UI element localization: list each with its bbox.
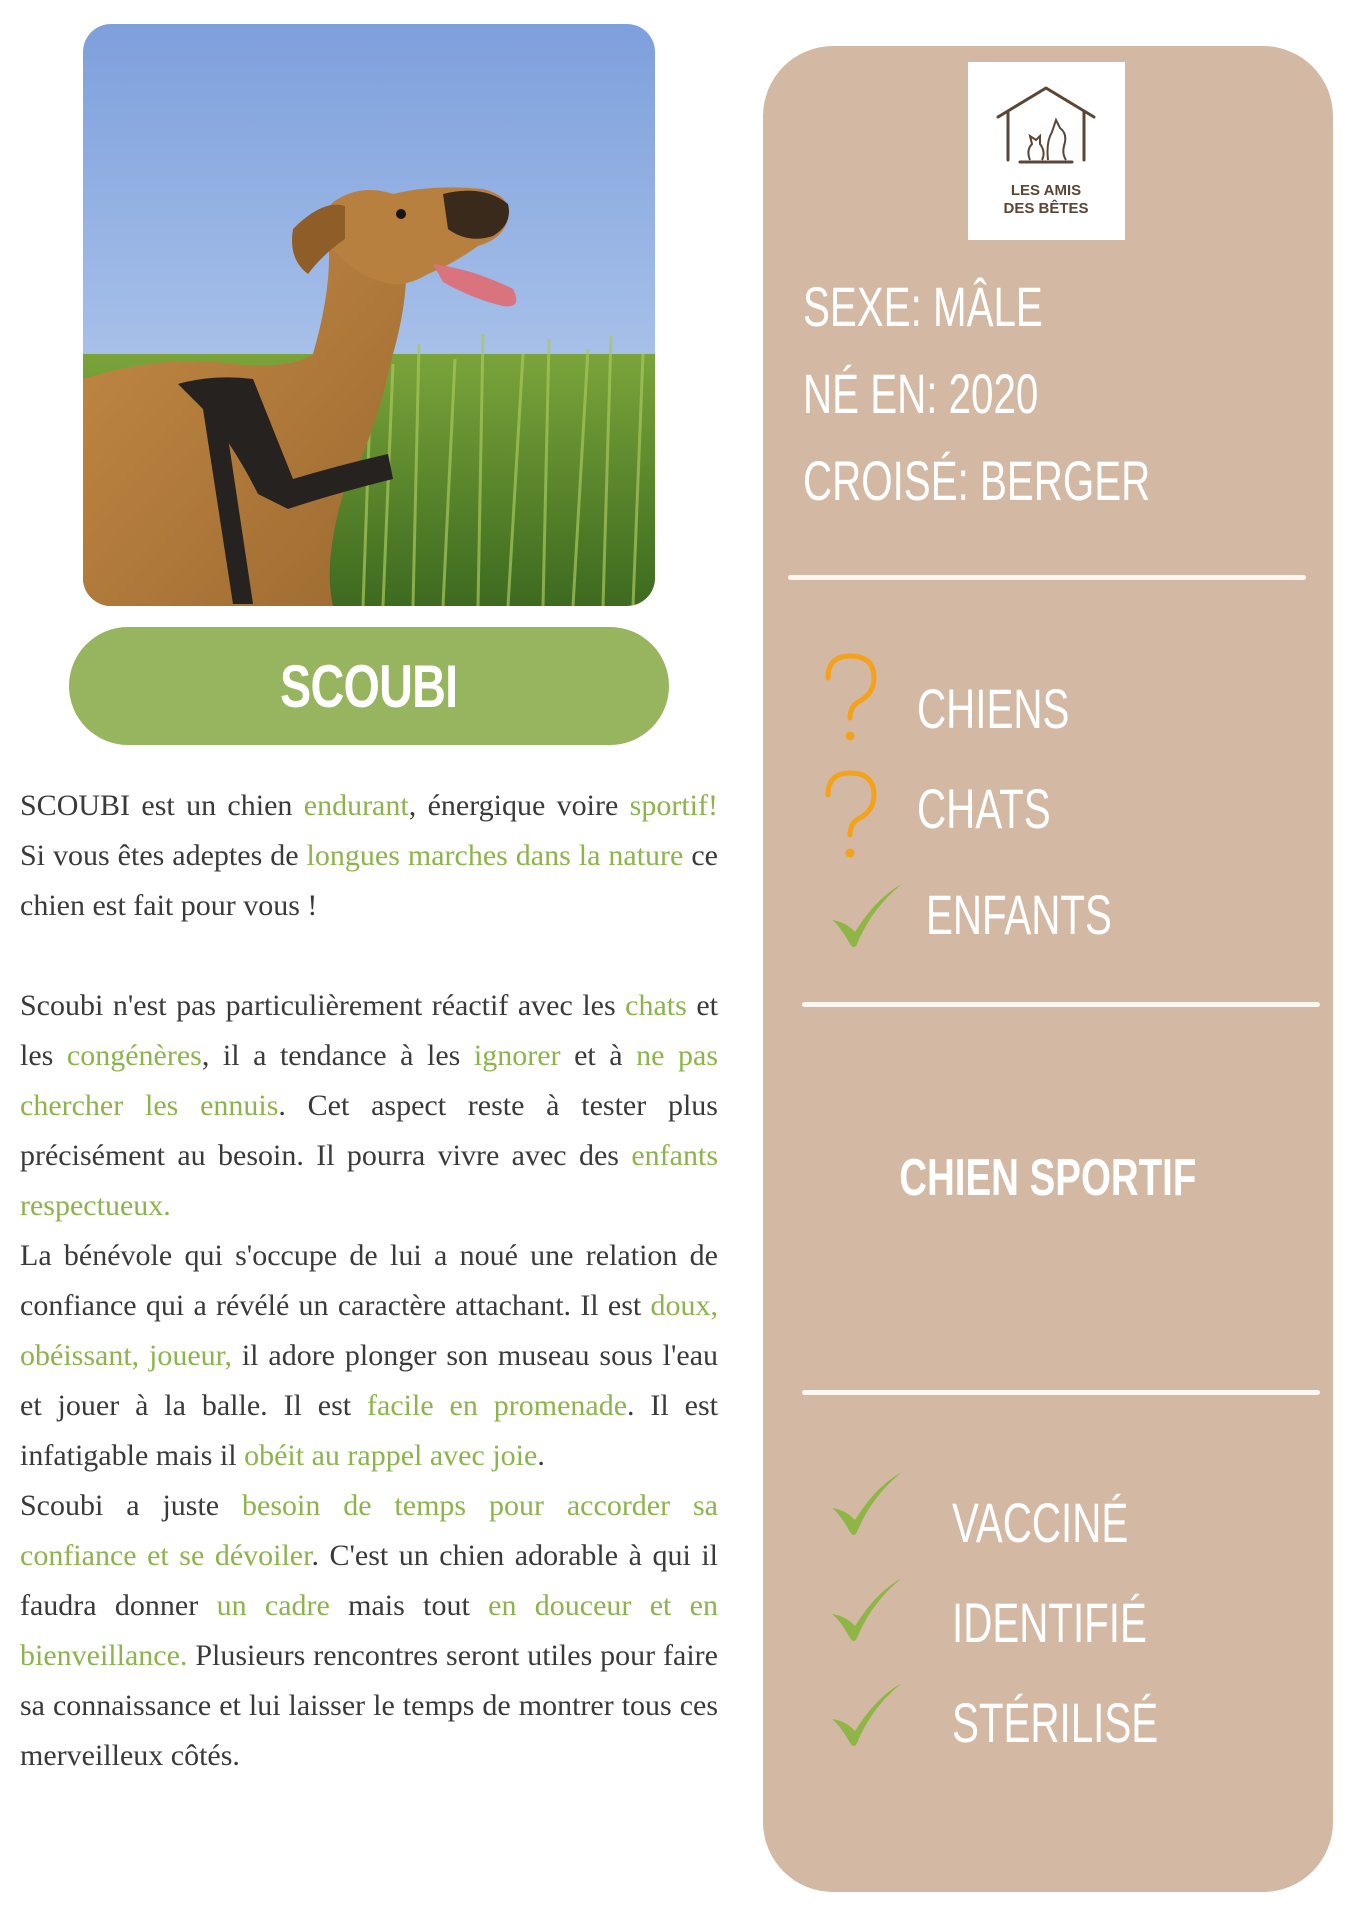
dog-photo-illustration [83,24,655,606]
body-text: ce chien est fait pour vous ! [20,839,718,922]
divider [802,1002,1320,1007]
body-text: . C'est un chien adorable à qui il faudra donner [20,1539,718,1622]
health-label: VACCINÉ [952,1491,1129,1554]
compatibility-label: CHIENS [917,677,1070,740]
highlight-text: en douceur et en bienveillance. [20,1589,718,1672]
info-breed: CROISÉ: BERGER [803,449,1151,512]
check-icon [826,878,906,963]
check-icon [826,1466,906,1551]
body-text: Scoubi a juste [20,1489,242,1522]
highlight-text: chats [625,989,687,1022]
shelter-logo-icon [968,62,1125,240]
question-icon [818,650,882,751]
description-paragraph [20,1481,718,1781]
description-paragraph [20,1231,718,1481]
highlight-text: doux, obéissant, joueur, [20,1289,718,1372]
body-text: Si vous êtes adeptes de [20,839,307,872]
highlight-text: sportif! [629,789,718,822]
dog-name: SCOUBI [280,652,458,720]
highlight-text: congénères [66,1039,202,1072]
highlight-text: facile en promenade [367,1389,628,1422]
description-paragraph [20,981,718,1231]
body-text: mais tout [329,1589,489,1622]
compatibility-label: ENFANTS [926,883,1112,946]
body-text: . Cet aspect reste à tester plus précisément au besoin. Il pourra vivre avec des [20,1089,718,1172]
body-text: il adore plonger son museau sous l'eau et jouer à la balle. Il est [20,1339,719,1422]
compatibility-label: CHATS [917,777,1051,840]
check-icon [826,1677,906,1762]
check-icon [826,1572,906,1657]
highlight-text: longues marches dans la nature [306,839,684,872]
body-text: , il a tendance à les [201,1039,474,1072]
highlight-text: enfants respectueux. [20,1139,718,1222]
divider [802,1390,1320,1395]
body-text: Plusieurs rencontres seront utiles pour faire sa connaissance et lui laisser le temps de montrer tous ces merveilleux côtés. [20,1639,718,1772]
body-text: et à [560,1039,637,1072]
body-text: SCOUBI est un chien [20,789,304,822]
description [20,781,718,1781]
body-text: La bénévole qui s'occupe de lui a noué une relation de confiance qui a révélé un caractère attachant. Il est [20,1239,718,1322]
highlight-text: ignorer [473,1039,561,1072]
tagline-block [763,1148,1333,1208]
body-text: et les [20,989,718,1072]
dog-photo [83,24,655,606]
highlight-text: un cadre [216,1589,330,1622]
logo-line2: DES BÊTES [1003,200,1089,217]
highlight-text: besoin de temps pour accorder sa confiance et se dévoiler [20,1489,718,1572]
info-sexe: SEXE: MÂLE [803,275,1043,338]
body-text: Scoubi n'est pas particulièrement réactif avec les [20,989,626,1022]
divider [788,575,1306,580]
shelter-logo [968,62,1125,240]
health-label: STÉRILISÉ [952,1691,1159,1754]
highlight-text: endurant [303,789,409,822]
body-text: , énergique voire [408,789,630,822]
tagline: CHIEN SPORTIF [899,1149,1197,1207]
highlight-text: ne pas chercher les ennuis [20,1039,718,1122]
highlight-text: obéit au rappel avec joie [244,1439,538,1472]
question-icon [818,767,882,868]
health-label: IDENTIFIÉ [952,1591,1147,1654]
description-paragraph [20,781,718,931]
body-text: . [537,1439,545,1472]
name-banner [69,627,669,745]
body-text: . Il est infatigable mais il [20,1389,718,1472]
info-birth-year: NÉ EN: 2020 [803,362,1039,425]
logo-line1: LES AMIS [1010,182,1082,199]
